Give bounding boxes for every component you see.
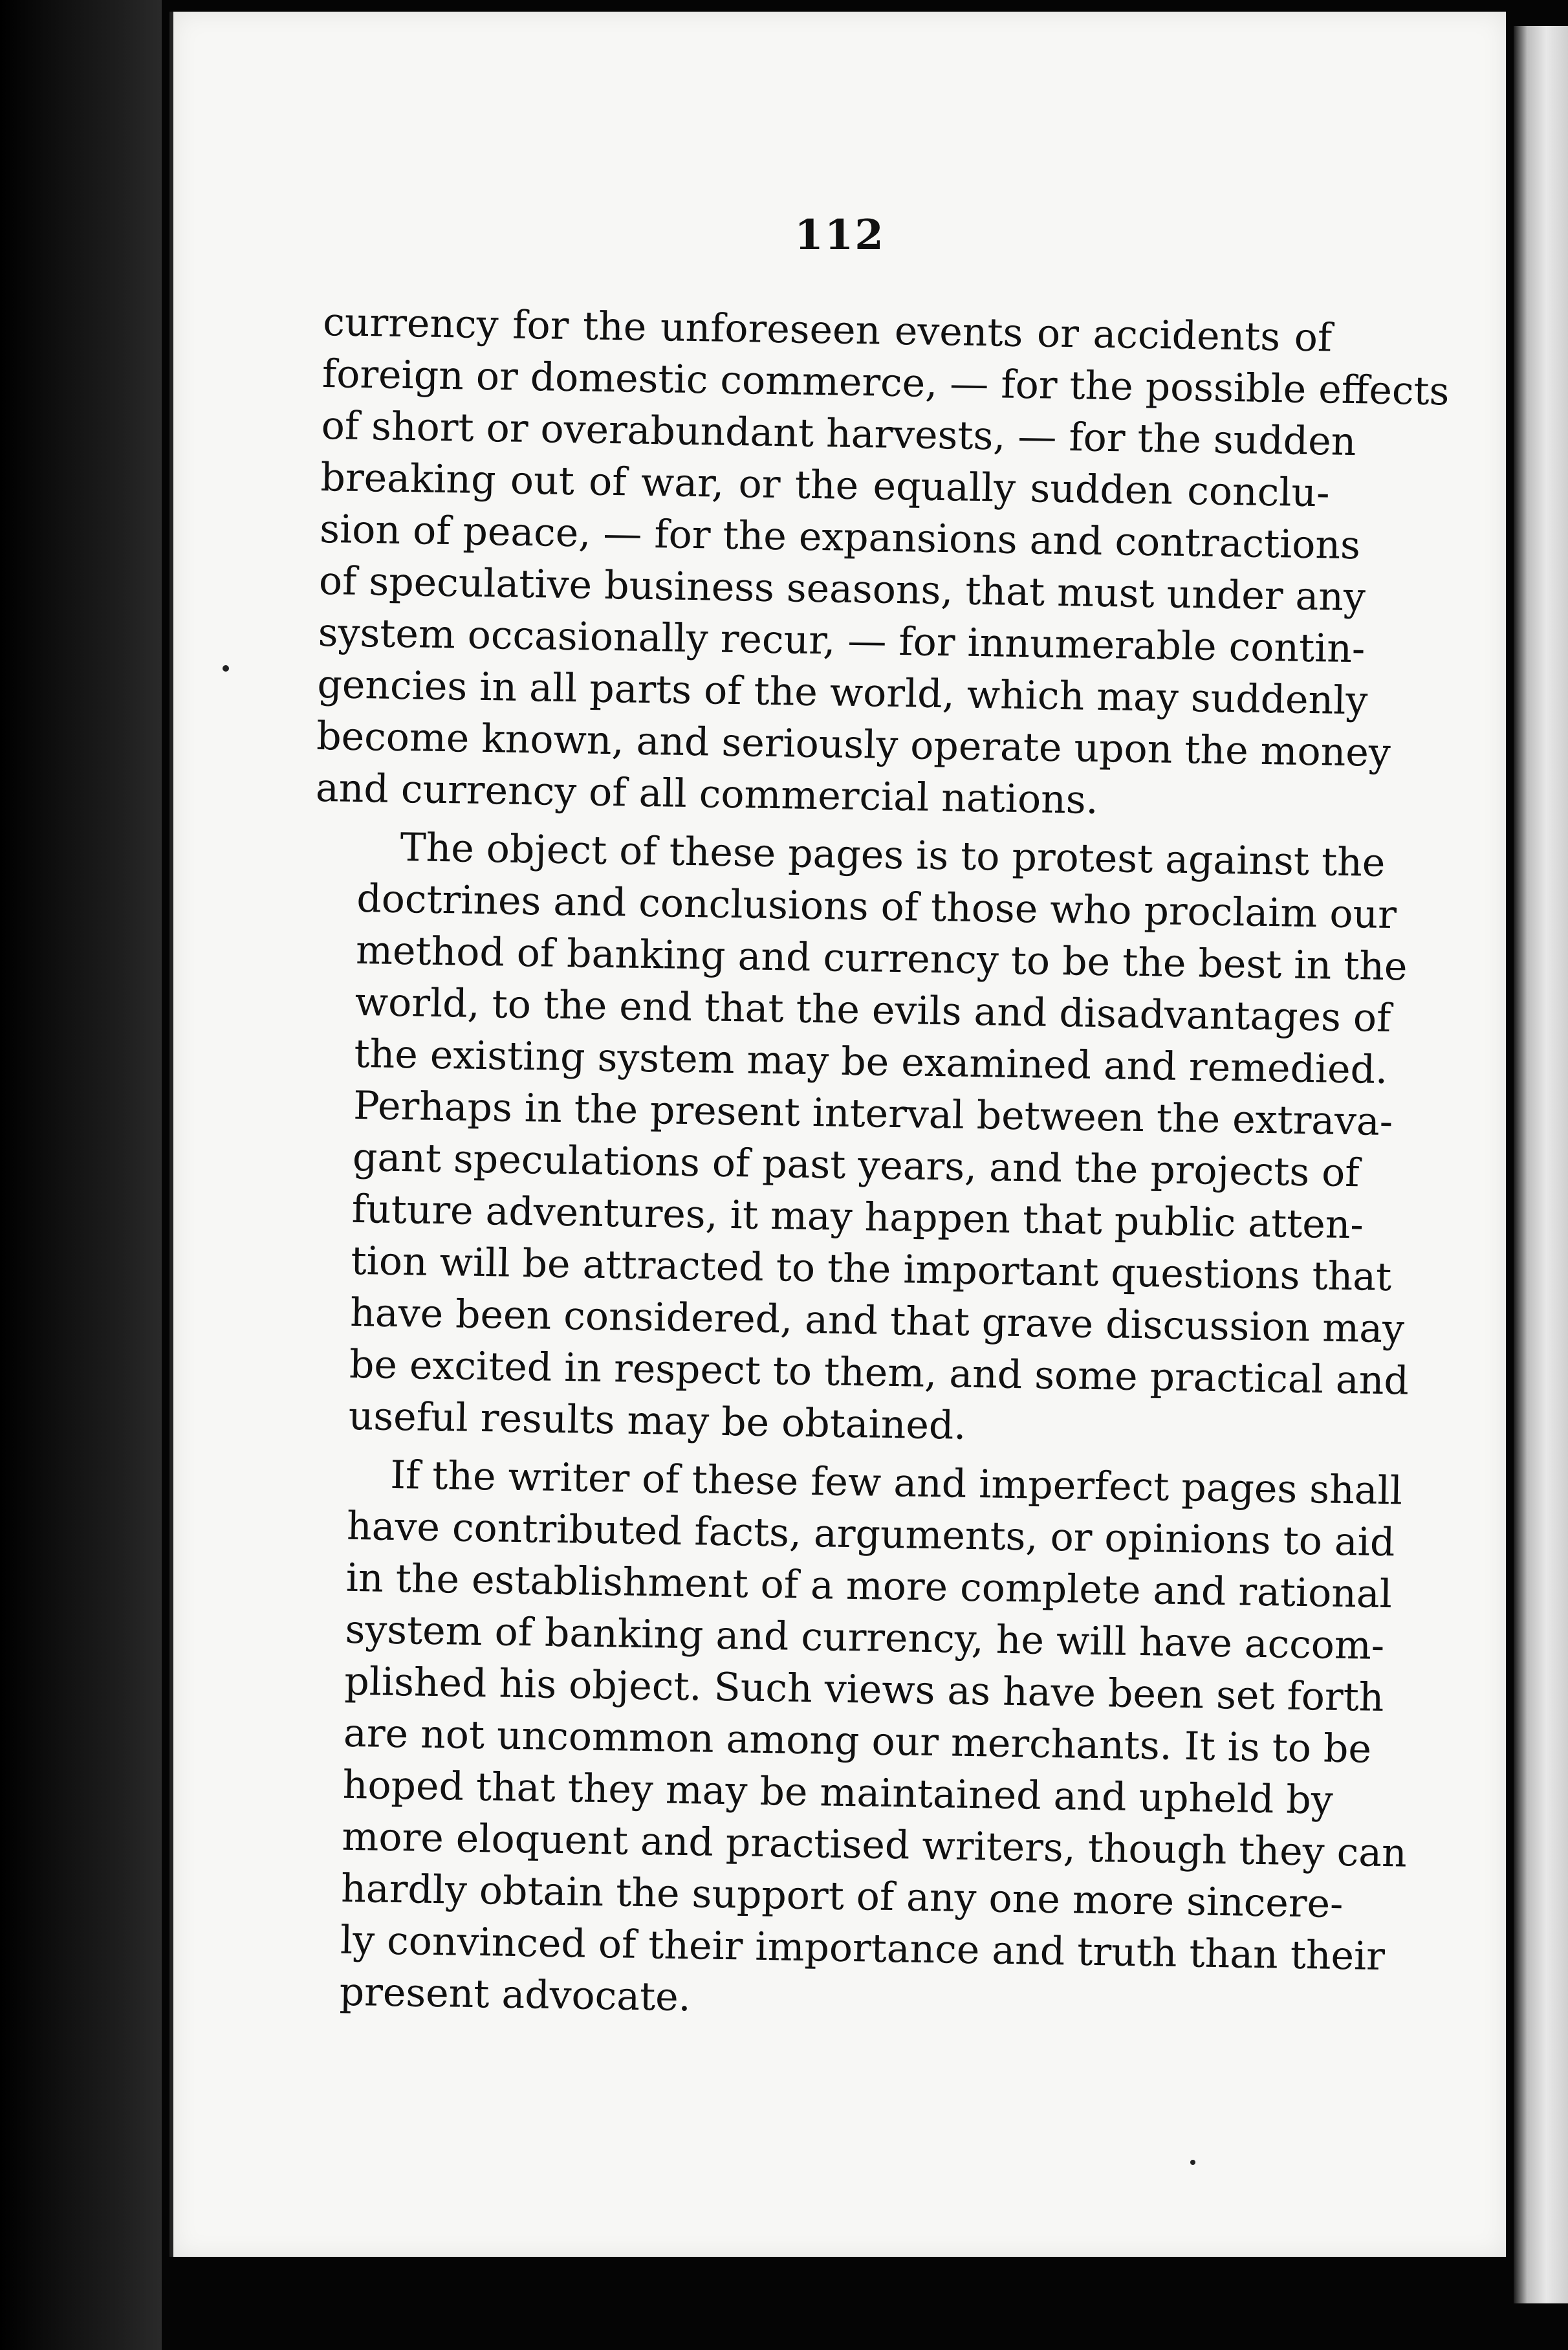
text-line: have contributed facts, arguments, or opinions to aid bbox=[346, 1503, 1395, 1566]
text-line: gant speculations of past years, and the projects of bbox=[352, 1134, 1360, 1196]
paragraph-3 bbox=[296, 1448, 1408, 2033]
text-line: system occasionally recur, — for innumerable contin- bbox=[318, 609, 1366, 672]
text-line: are not uncommon among our merchants. It is to be bbox=[343, 1710, 1372, 1772]
paragraph-2 bbox=[305, 820, 1410, 1457]
text-line: more eloquent and practised writers, though they can bbox=[342, 1814, 1408, 1876]
text-line: system of banking and currency, he will have accom- bbox=[345, 1607, 1385, 1669]
text-line: become known, and seriously operate upon the money bbox=[316, 713, 1391, 776]
text-line: world, to the end that the evils and disadvantages of bbox=[354, 979, 1391, 1042]
text-line: hoped that they may be maintained and upheld by bbox=[342, 1762, 1334, 1823]
text-line: Perhaps in the present interval between the extrava- bbox=[353, 1082, 1393, 1145]
text-line: tion will be attracted to the important questions that bbox=[351, 1238, 1392, 1301]
text-line: method of banking and currency to be the best in the bbox=[355, 927, 1408, 990]
text-line: plished his object. Such views as have been set forth bbox=[343, 1658, 1384, 1721]
text-line: currency for the unforeseen events or accidents of bbox=[322, 299, 1333, 361]
ink-speck bbox=[223, 665, 229, 672]
text-line: the existing system may be examined and remedied. bbox=[354, 1031, 1388, 1093]
text-line: breaking out of war, or the equally sudden conclu- bbox=[320, 454, 1330, 516]
text-line: in the establishment of a more complete and rational bbox=[345, 1555, 1393, 1618]
text-line: sion of peace, — for the expansions and contractions bbox=[319, 506, 1361, 569]
body-text bbox=[296, 296, 1450, 2039]
text-line: doctrines and conclusions of those who proclaim our bbox=[356, 875, 1397, 938]
text-line: present advocate. bbox=[339, 1969, 691, 2021]
text-line: future adventures, it may happen that public atten- bbox=[351, 1186, 1364, 1248]
text-line: of speculative business seasons, that must under any bbox=[318, 558, 1366, 620]
text-line: useful results may be obtained. bbox=[348, 1393, 966, 1449]
text-line: and currency of all commercial nations. bbox=[315, 765, 1099, 823]
text-line: have been considered, and that grave discussion may bbox=[349, 1290, 1405, 1352]
ink-speck bbox=[1190, 2160, 1195, 2165]
text-line: The object of these pages is to protest against the bbox=[400, 824, 1386, 886]
text-line: If the writer of these few and imperfect pages shall bbox=[389, 1452, 1403, 1514]
text-line: hardly obtain the support of any one more sincere- bbox=[340, 1865, 1344, 1927]
text-line: foreign or domestic commerce, — for the possible effects bbox=[321, 351, 1450, 415]
adjacent-page-edge bbox=[1514, 26, 1568, 2303]
book-page bbox=[169, 12, 1506, 2257]
book-spine bbox=[0, 0, 162, 2350]
text-line: be excited in respect to them, and some practical and bbox=[349, 1341, 1410, 1404]
page-number: 112 bbox=[794, 211, 885, 259]
text-line: of short or overabundant harvests, — for the sudden bbox=[321, 402, 1356, 465]
paragraph-1 bbox=[315, 296, 1450, 829]
text-line: ly convinced of their importance and truth than their bbox=[340, 1917, 1386, 1980]
text-line: gencies in all parts of the world, which may suddenly bbox=[317, 661, 1368, 724]
